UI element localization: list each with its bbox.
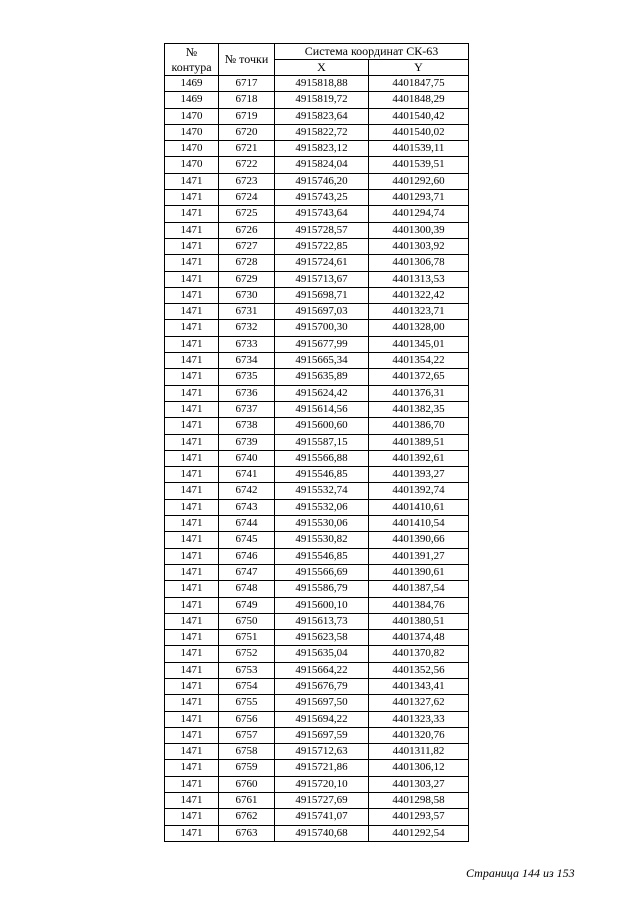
cell-contour: 1471: [165, 727, 219, 743]
table-row: [165, 695, 469, 711]
table-row: [165, 190, 469, 206]
cell-contour: 1471: [165, 483, 219, 499]
page-number: Страница 144 из 153: [466, 866, 575, 880]
table-row: [165, 613, 469, 629]
cell-point: 6717: [219, 76, 275, 92]
table-row: [165, 760, 469, 776]
cell-point: 6751: [219, 630, 275, 646]
cell-y: 4401374,48: [369, 630, 469, 646]
table-row: [165, 581, 469, 597]
cell-y: 4401294,74: [369, 206, 469, 222]
cell-x: 4915743,64: [275, 206, 369, 222]
cell-y: 4401392,74: [369, 483, 469, 499]
cell-point: 6747: [219, 564, 275, 580]
cell-y: 4401393,27: [369, 467, 469, 483]
cell-point: 6732: [219, 320, 275, 336]
cell-x: 4915532,06: [275, 499, 369, 515]
cell-contour: 1471: [165, 369, 219, 385]
cell-x: 4915532,74: [275, 483, 369, 499]
cell-contour: 1471: [165, 190, 219, 206]
cell-point: 6735: [219, 369, 275, 385]
cell-contour: 1471: [165, 336, 219, 352]
cell-y: 4401328,00: [369, 320, 469, 336]
cell-contour: 1471: [165, 222, 219, 238]
table-row: [165, 287, 469, 303]
cell-y: 4401392,61: [369, 450, 469, 466]
cell-x: 4915546,85: [275, 548, 369, 564]
cell-x: 4915624,42: [275, 385, 369, 401]
cell-y: 4401313,53: [369, 271, 469, 287]
cell-y: 4401410,54: [369, 516, 469, 532]
cell-y: 4401380,51: [369, 613, 469, 629]
cell-x: 4915600,60: [275, 418, 369, 434]
cell-point: 6727: [219, 238, 275, 254]
table-row: [165, 434, 469, 450]
cell-x: 4915546,85: [275, 467, 369, 483]
cell-y: 4401320,76: [369, 727, 469, 743]
table-row: [165, 141, 469, 157]
cell-point: 6731: [219, 304, 275, 320]
cell-point: 6738: [219, 418, 275, 434]
cell-x: 4915824,04: [275, 157, 369, 173]
cell-point: 6763: [219, 825, 275, 841]
cell-y: 4401540,42: [369, 108, 469, 124]
cell-y: 4401354,22: [369, 353, 469, 369]
cell-x: 4915587,15: [275, 434, 369, 450]
cell-point: 6761: [219, 793, 275, 809]
table-row: [165, 825, 469, 841]
cell-contour: 1470: [165, 141, 219, 157]
table-row: [165, 776, 469, 792]
cell-point: 6742: [219, 483, 275, 499]
cell-point: 6730: [219, 287, 275, 303]
table-row: [165, 711, 469, 727]
cell-x: 4915822,72: [275, 124, 369, 140]
cell-x: 4915722,85: [275, 238, 369, 254]
cell-x: 4915823,12: [275, 141, 369, 157]
cell-y: 4401410,61: [369, 499, 469, 515]
cell-contour: 1469: [165, 92, 219, 108]
cell-y: 4401372,65: [369, 369, 469, 385]
cell-contour: 1471: [165, 418, 219, 434]
cell-contour: 1471: [165, 353, 219, 369]
cell-contour: 1471: [165, 499, 219, 515]
cell-point: 6745: [219, 532, 275, 548]
table-row: [165, 564, 469, 580]
cell-y: 4401306,12: [369, 760, 469, 776]
cell-x: 4915698,71: [275, 287, 369, 303]
cell-point: 6750: [219, 613, 275, 629]
cell-y: 4401311,82: [369, 744, 469, 760]
table-row: [165, 630, 469, 646]
cell-contour: 1471: [165, 401, 219, 417]
table-row: [165, 646, 469, 662]
cell-point: 6759: [219, 760, 275, 776]
cell-contour: 1471: [165, 793, 219, 809]
cell-contour: 1471: [165, 434, 219, 450]
cell-point: 6728: [219, 255, 275, 271]
cell-contour: 1471: [165, 516, 219, 532]
cell-contour: 1471: [165, 695, 219, 711]
cell-x: 4915823,64: [275, 108, 369, 124]
cell-x: 4915746,20: [275, 173, 369, 189]
cell-point: 6722: [219, 157, 275, 173]
cell-point: 6721: [219, 141, 275, 157]
cell-y: 4401300,39: [369, 222, 469, 238]
cell-x: 4915727,69: [275, 793, 369, 809]
cell-point: 6725: [219, 206, 275, 222]
cell-y: 4401343,41: [369, 678, 469, 694]
cell-y: 4401382,35: [369, 401, 469, 417]
cell-y: 4401386,70: [369, 418, 469, 434]
table-row: [165, 255, 469, 271]
cell-contour: 1471: [165, 630, 219, 646]
cell-y: 4401298,58: [369, 793, 469, 809]
cell-point: 6723: [219, 173, 275, 189]
table-row: [165, 76, 469, 92]
cell-y: 4401352,56: [369, 662, 469, 678]
cell-y: 4401323,33: [369, 711, 469, 727]
table-row: [165, 418, 469, 434]
cell-contour: 1471: [165, 206, 219, 222]
cell-contour: 1471: [165, 287, 219, 303]
cell-y: 4401387,54: [369, 581, 469, 597]
table-row: [165, 499, 469, 515]
coordinates-table: [164, 43, 469, 842]
cell-y: 4401390,66: [369, 532, 469, 548]
header-coordinate-system: Система координат СК-63: [275, 44, 469, 60]
cell-x: 4915740,68: [275, 825, 369, 841]
cell-x: 4915623,58: [275, 630, 369, 646]
cell-y: 4401293,57: [369, 809, 469, 825]
cell-x: 4915566,88: [275, 450, 369, 466]
cell-y: 4401390,61: [369, 564, 469, 580]
cell-point: 6733: [219, 336, 275, 352]
cell-x: 4915818,88: [275, 76, 369, 92]
cell-contour: 1471: [165, 450, 219, 466]
table-header: [165, 44, 469, 76]
cell-x: 4915530,82: [275, 532, 369, 548]
cell-contour: 1471: [165, 385, 219, 401]
table-body: [165, 76, 469, 842]
cell-point: 6720: [219, 124, 275, 140]
cell-y: 4401370,82: [369, 646, 469, 662]
cell-x: 4915741,07: [275, 809, 369, 825]
cell-point: 6749: [219, 597, 275, 613]
table-row: [165, 157, 469, 173]
table-row: [165, 173, 469, 189]
cell-contour: 1471: [165, 255, 219, 271]
table-row: [165, 678, 469, 694]
header-contour-number: № контура: [165, 44, 219, 76]
table-row: [165, 532, 469, 548]
cell-contour: 1470: [165, 124, 219, 140]
cell-contour: 1471: [165, 467, 219, 483]
header-x: X: [275, 60, 369, 76]
header-y: Y: [369, 60, 469, 76]
table-row: [165, 238, 469, 254]
cell-contour: 1471: [165, 809, 219, 825]
cell-x: 4915743,25: [275, 190, 369, 206]
cell-x: 4915566,69: [275, 564, 369, 580]
table-row: [165, 744, 469, 760]
cell-y: 4401540,02: [369, 124, 469, 140]
cell-point: 6748: [219, 581, 275, 597]
cell-point: 6729: [219, 271, 275, 287]
header-point-number: № точки: [219, 44, 275, 76]
cell-y: 4401292,60: [369, 173, 469, 189]
table-row: [165, 727, 469, 743]
table-row: [165, 793, 469, 809]
cell-point: 6724: [219, 190, 275, 206]
cell-point: 6746: [219, 548, 275, 564]
table-row: [165, 304, 469, 320]
table-row: [165, 401, 469, 417]
cell-x: 4915728,57: [275, 222, 369, 238]
table-row: [165, 206, 469, 222]
table-row: [165, 124, 469, 140]
cell-point: 6726: [219, 222, 275, 238]
cell-y: 4401539,11: [369, 141, 469, 157]
cell-contour: 1471: [165, 678, 219, 694]
cell-contour: 1470: [165, 108, 219, 124]
cell-y: 4401293,71: [369, 190, 469, 206]
table-row: [165, 369, 469, 385]
cell-x: 4915614,56: [275, 401, 369, 417]
cell-point: 6756: [219, 711, 275, 727]
cell-point: 6739: [219, 434, 275, 450]
cell-point: 6760: [219, 776, 275, 792]
table-row: [165, 662, 469, 678]
cell-y: 4401292,54: [369, 825, 469, 841]
table-row: [165, 450, 469, 466]
cell-y: 4401384,76: [369, 597, 469, 613]
cell-point: 6740: [219, 450, 275, 466]
cell-y: 4401391,27: [369, 548, 469, 564]
table-row: [165, 548, 469, 564]
table-row: [165, 92, 469, 108]
cell-y: 4401848,29: [369, 92, 469, 108]
cell-contour: 1470: [165, 157, 219, 173]
cell-contour: 1471: [165, 238, 219, 254]
table-row: [165, 353, 469, 369]
table-row: [165, 108, 469, 124]
cell-x: 4915676,79: [275, 678, 369, 694]
cell-point: 6758: [219, 744, 275, 760]
cell-x: 4915724,61: [275, 255, 369, 271]
table-row: [165, 271, 469, 287]
cell-point: 6762: [219, 809, 275, 825]
table-row: [165, 320, 469, 336]
cell-x: 4915665,34: [275, 353, 369, 369]
cell-y: 4401327,62: [369, 695, 469, 711]
cell-y: 4401376,31: [369, 385, 469, 401]
cell-y: 4401847,75: [369, 76, 469, 92]
cell-contour: 1471: [165, 825, 219, 841]
table-row: [165, 516, 469, 532]
cell-point: 6752: [219, 646, 275, 662]
cell-y: 4401303,92: [369, 238, 469, 254]
cell-x: 4915530,06: [275, 516, 369, 532]
cell-x: 4915613,73: [275, 613, 369, 629]
cell-point: 6741: [219, 467, 275, 483]
cell-x: 4915635,04: [275, 646, 369, 662]
cell-x: 4915819,72: [275, 92, 369, 108]
cell-contour: 1471: [165, 597, 219, 613]
table-row: [165, 483, 469, 499]
table-row: [165, 597, 469, 613]
cell-contour: 1471: [165, 320, 219, 336]
cell-contour: 1471: [165, 744, 219, 760]
cell-point: 6754: [219, 678, 275, 694]
cell-contour: 1471: [165, 304, 219, 320]
cell-contour: 1471: [165, 271, 219, 287]
cell-contour: 1471: [165, 613, 219, 629]
cell-x: 4915600,10: [275, 597, 369, 613]
cell-x: 4915697,59: [275, 727, 369, 743]
table-row: [165, 467, 469, 483]
cell-x: 4915712,63: [275, 744, 369, 760]
cell-point: 6719: [219, 108, 275, 124]
cell-x: 4915677,99: [275, 336, 369, 352]
cell-x: 4915700,30: [275, 320, 369, 336]
cell-x: 4915720,10: [275, 776, 369, 792]
cell-y: 4401345,01: [369, 336, 469, 352]
cell-y: 4401306,78: [369, 255, 469, 271]
cell-y: 4401389,51: [369, 434, 469, 450]
cell-x: 4915664,22: [275, 662, 369, 678]
cell-point: 6734: [219, 353, 275, 369]
cell-y: 4401323,71: [369, 304, 469, 320]
cell-contour: 1471: [165, 564, 219, 580]
cell-contour: 1471: [165, 581, 219, 597]
table-row: [165, 336, 469, 352]
cell-point: 6743: [219, 499, 275, 515]
cell-contour: 1471: [165, 776, 219, 792]
cell-x: 4915721,86: [275, 760, 369, 776]
table-row: [165, 809, 469, 825]
cell-y: 4401539,51: [369, 157, 469, 173]
cell-point: 6757: [219, 727, 275, 743]
cell-contour: 1471: [165, 646, 219, 662]
cell-y: 4401303,27: [369, 776, 469, 792]
cell-point: 6753: [219, 662, 275, 678]
cell-contour: 1471: [165, 662, 219, 678]
cell-x: 4915635,89: [275, 369, 369, 385]
cell-point: 6755: [219, 695, 275, 711]
cell-y: 4401322,42: [369, 287, 469, 303]
cell-contour: 1471: [165, 760, 219, 776]
table-row: [165, 385, 469, 401]
cell-x: 4915713,67: [275, 271, 369, 287]
cell-x: 4915697,03: [275, 304, 369, 320]
cell-contour: 1471: [165, 532, 219, 548]
cell-point: 6744: [219, 516, 275, 532]
cell-contour: 1471: [165, 711, 219, 727]
cell-contour: 1469: [165, 76, 219, 92]
cell-x: 4915697,50: [275, 695, 369, 711]
cell-point: 6718: [219, 92, 275, 108]
cell-point: 6737: [219, 401, 275, 417]
cell-x: 4915694,22: [275, 711, 369, 727]
cell-contour: 1471: [165, 173, 219, 189]
cell-x: 4915586,79: [275, 581, 369, 597]
cell-point: 6736: [219, 385, 275, 401]
cell-contour: 1471: [165, 548, 219, 564]
table-row: [165, 222, 469, 238]
